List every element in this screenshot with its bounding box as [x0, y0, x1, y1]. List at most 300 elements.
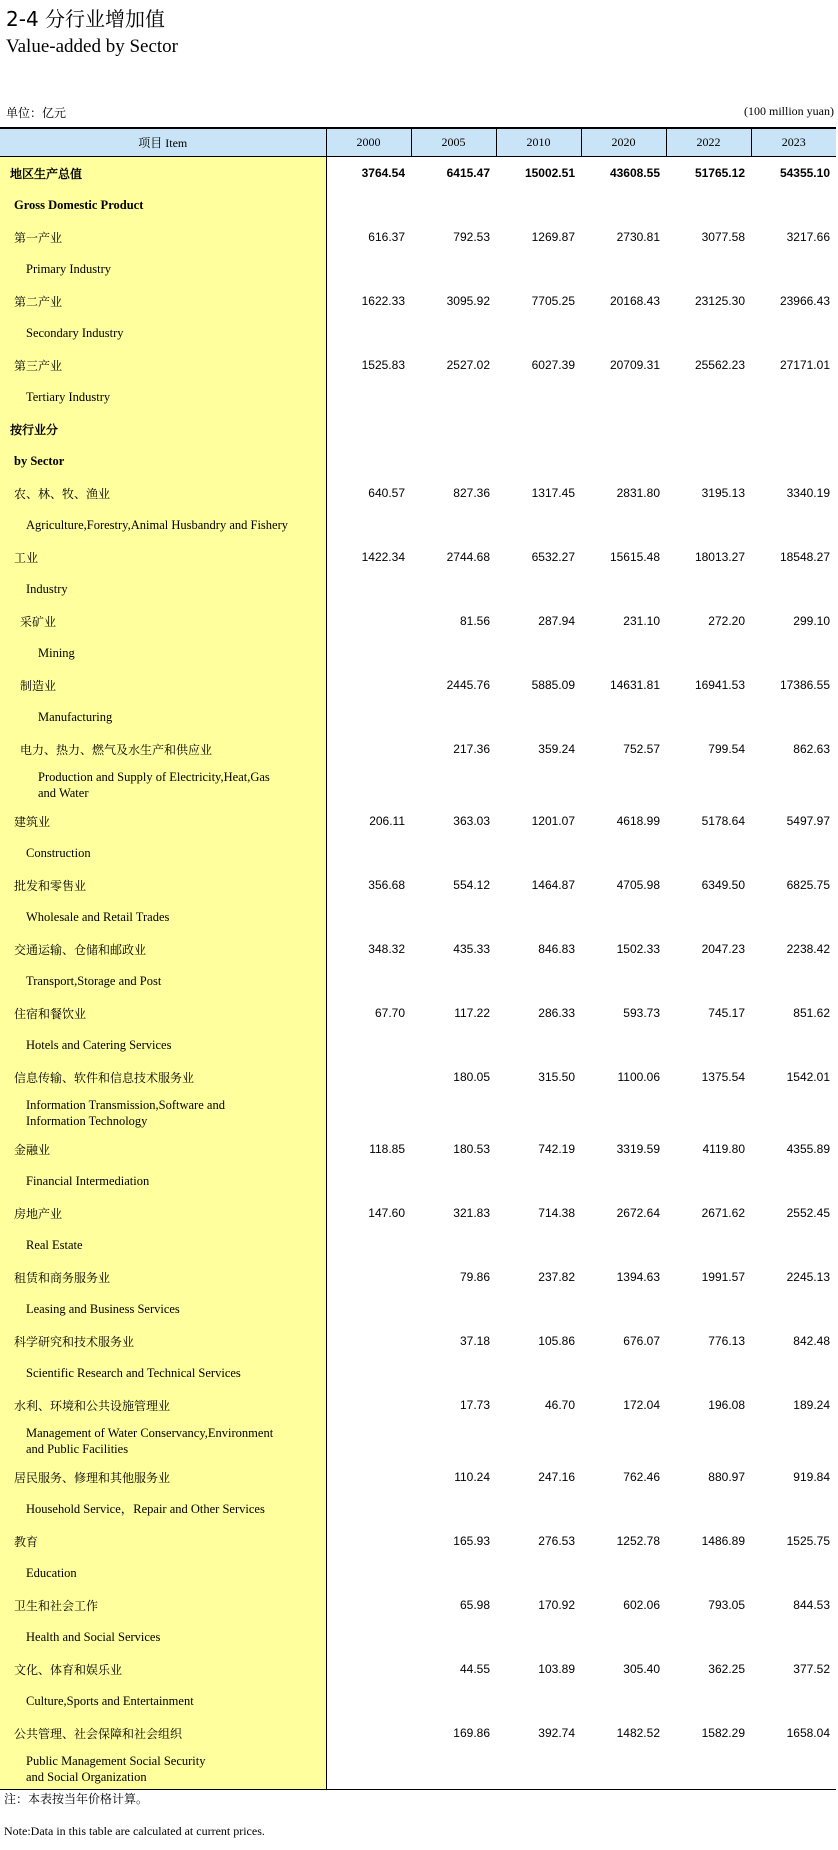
empty-cell	[581, 189, 666, 221]
value-cell: 1542.01	[786, 1070, 830, 1084]
table-row	[0, 733, 836, 765]
item-label-en: Scientific Research and Technical Services	[26, 1366, 241, 1380]
item-cell-cn	[0, 221, 326, 253]
item-label-en: Leasing and Business Services	[26, 1302, 180, 1316]
value-cell: 3077.58	[701, 230, 745, 244]
empty-cell	[496, 965, 581, 997]
item-cell-en	[0, 901, 326, 933]
empty-cell	[496, 1421, 581, 1461]
item-label-cn: 金融业	[14, 1142, 51, 1157]
item-cell-en	[0, 1493, 326, 1525]
value-cell: 5497.97	[786, 814, 830, 828]
value-cell: 196.08	[708, 1398, 745, 1412]
table-row	[0, 869, 836, 901]
item-cell-cn	[0, 1525, 326, 1557]
value-cell: 1422.34	[361, 550, 405, 564]
empty-cell	[496, 189, 581, 221]
empty-cell	[666, 765, 751, 805]
value-cell: 276.53	[538, 1534, 575, 1548]
table-row	[0, 669, 836, 701]
table-row	[0, 1589, 836, 1621]
value-cell: 3217.66	[786, 230, 830, 244]
value-cell: 51765.12	[694, 166, 745, 180]
empty-cell	[751, 1557, 836, 1589]
value-cell: 742.19	[538, 1142, 575, 1156]
value-cell	[326, 1461, 411, 1493]
empty-cell	[666, 1749, 751, 1790]
empty-cell	[326, 837, 411, 869]
value-cell: 17386.55	[779, 678, 830, 692]
item-label-cn: 批发和零售业	[14, 878, 87, 893]
value-cell	[326, 1261, 411, 1293]
value-cell: 6415.47	[446, 166, 490, 180]
table-row-en	[0, 253, 836, 285]
empty-cell	[751, 637, 836, 669]
item-cell-en	[0, 1093, 326, 1133]
empty-cell	[751, 1229, 836, 1261]
value-cell: 172.04	[623, 1398, 660, 1412]
empty-cell	[326, 1093, 411, 1133]
table-row-en	[0, 837, 836, 869]
item-label-cn: 制造业	[20, 678, 57, 693]
header-year: 2023	[751, 128, 836, 157]
value-cell: 25562.23	[694, 358, 745, 372]
value-cell: 27171.01	[779, 358, 830, 372]
empty-cell	[666, 317, 751, 349]
empty-cell	[326, 1357, 411, 1389]
value-cell: 2671.62	[701, 1206, 745, 1220]
value-cell: 54355.10	[779, 166, 830, 180]
empty-cell	[581, 637, 666, 669]
empty-cell	[411, 1093, 496, 1133]
empty-cell	[666, 189, 751, 221]
value-cell: 880.97	[708, 1470, 745, 1484]
value-cell: 2238.42	[786, 942, 830, 956]
empty-cell	[751, 1165, 836, 1197]
value-cell: 5885.09	[531, 678, 575, 692]
page-title-en: Value-added by Sector	[6, 36, 178, 57]
empty-cell	[581, 445, 666, 477]
value-cell: 231.10	[623, 614, 660, 628]
empty-cell	[666, 1093, 751, 1133]
value-cell: 1991.57	[701, 1270, 745, 1284]
empty-cell	[326, 1229, 411, 1261]
value-cell: 1375.54	[701, 1070, 745, 1084]
empty-cell	[666, 1685, 751, 1717]
value-cell: 392.74	[538, 1726, 575, 1740]
item-label-en: Hotels and Catering Services	[26, 1038, 172, 1052]
empty-cell	[496, 1621, 581, 1653]
item-cell-cn	[0, 413, 326, 445]
empty-cell	[666, 965, 751, 997]
table-row	[0, 285, 836, 317]
table-row	[0, 1717, 836, 1749]
item-label-cn: 文化、体育和娱乐业	[14, 1662, 123, 1677]
item-cell-cn	[0, 285, 326, 317]
empty-cell	[666, 445, 751, 477]
value-cell	[326, 733, 411, 765]
table-header-row	[0, 128, 836, 157]
empty-cell	[496, 637, 581, 669]
header-year: 2020	[581, 128, 666, 157]
empty-cell	[666, 1557, 751, 1589]
value-cell	[751, 413, 836, 445]
value-cell: 2047.23	[701, 942, 745, 956]
table-row	[0, 1325, 836, 1357]
item-label-en: Financial Intermediation	[26, 1174, 150, 1188]
table-row-en	[0, 1621, 836, 1653]
table-row	[0, 1197, 836, 1229]
value-cell: 1317.45	[531, 486, 575, 500]
empty-cell	[496, 765, 581, 805]
item-label-cn: 水利、环境和公共设施管理业	[14, 1398, 171, 1413]
value-cell: 5178.64	[701, 814, 745, 828]
value-cell: 272.20	[708, 614, 745, 628]
empty-cell	[326, 189, 411, 221]
table-row	[0, 157, 836, 190]
value-cell: 919.84	[793, 1470, 830, 1484]
empty-cell	[581, 965, 666, 997]
item-cell-cn	[0, 933, 326, 965]
item-cell-en	[0, 765, 326, 805]
value-cell: 1525.75	[786, 1534, 830, 1548]
value-cell: 362.25	[708, 1662, 745, 1676]
empty-cell	[326, 965, 411, 997]
empty-cell	[581, 1685, 666, 1717]
item-cell-en	[0, 189, 326, 221]
empty-cell	[496, 1557, 581, 1589]
empty-cell	[751, 1685, 836, 1717]
value-cell: 6027.39	[531, 358, 575, 372]
empty-cell	[751, 1421, 836, 1461]
empty-cell	[496, 1093, 581, 1133]
empty-cell	[326, 765, 411, 805]
item-label-cn: 地区生产总值	[10, 166, 83, 181]
empty-cell	[411, 1749, 496, 1790]
value-cell: 676.07	[623, 1334, 660, 1348]
empty-cell	[411, 1229, 496, 1261]
empty-cell	[326, 1029, 411, 1061]
value-cell: 299.10	[793, 614, 830, 628]
value-cell: 118.85	[369, 1142, 405, 1156]
item-cell-en	[0, 1749, 326, 1790]
item-label-en: Health and Social Services	[26, 1630, 161, 1644]
empty-cell	[496, 1029, 581, 1061]
table-row-en	[0, 445, 836, 477]
item-label-cn: 居民服务、修理和其他服务业	[14, 1470, 171, 1485]
item-cell-en	[0, 837, 326, 869]
value-added-table	[0, 127, 836, 1790]
value-cell: 4618.99	[616, 814, 660, 828]
empty-cell	[581, 1557, 666, 1589]
header-year: 2005	[411, 128, 496, 157]
empty-cell	[326, 1621, 411, 1653]
item-label-en: Public Management Social Security and Social Organization	[26, 1754, 206, 1784]
item-label-en: Construction	[26, 846, 91, 860]
empty-cell	[326, 1685, 411, 1717]
empty-cell	[581, 901, 666, 933]
empty-cell	[666, 1493, 751, 1525]
empty-cell	[751, 701, 836, 733]
empty-cell	[581, 1093, 666, 1133]
value-cell: 640.57	[368, 486, 405, 500]
empty-cell	[751, 253, 836, 285]
value-cell: 2744.68	[446, 550, 490, 564]
empty-cell	[751, 1749, 836, 1790]
item-label-cn: 工业	[14, 550, 39, 565]
item-label-cn: 第二产业	[14, 294, 63, 309]
empty-cell	[751, 1093, 836, 1133]
item-cell-cn	[0, 477, 326, 509]
table-row	[0, 221, 836, 253]
table-row-en	[0, 965, 836, 997]
value-cell: 105.86	[538, 1334, 575, 1348]
empty-cell	[411, 1029, 496, 1061]
item-label-cn: 采矿业	[20, 614, 57, 629]
item-label-cn: 住宿和餐饮业	[14, 1006, 87, 1021]
item-label-cn: 电力、热力、燃气及水生产和供应业	[20, 742, 213, 757]
value-cell: 286.33	[538, 1006, 575, 1020]
value-cell: 17.73	[459, 1398, 490, 1412]
empty-cell	[666, 1421, 751, 1461]
empty-cell	[411, 1421, 496, 1461]
value-cell	[666, 413, 751, 445]
value-cell	[326, 669, 411, 701]
unit-label-en: (100 million yuan)	[744, 104, 834, 118]
empty-cell	[751, 381, 836, 413]
empty-cell	[581, 1493, 666, 1525]
value-cell	[326, 605, 411, 637]
empty-cell	[751, 1293, 836, 1325]
value-cell	[326, 1325, 411, 1357]
value-cell: 776.13	[708, 1334, 745, 1348]
empty-cell	[581, 837, 666, 869]
item-label-en: Real Estate	[26, 1238, 83, 1252]
empty-cell	[326, 1557, 411, 1589]
value-cell: 165.93	[453, 1534, 490, 1548]
empty-cell	[751, 837, 836, 869]
empty-cell	[581, 1421, 666, 1461]
item-cell-cn	[0, 805, 326, 837]
table-row	[0, 605, 836, 637]
value-cell: 1100.06	[617, 1070, 660, 1084]
item-cell-en	[0, 445, 326, 477]
empty-cell	[411, 1293, 496, 1325]
item-label-cn: 房地产业	[14, 1206, 63, 1221]
item-cell-cn	[0, 1717, 326, 1749]
empty-cell	[496, 1685, 581, 1717]
item-cell-cn	[0, 1197, 326, 1229]
value-cell	[326, 1525, 411, 1557]
value-cell: 18013.27	[694, 550, 745, 564]
value-cell: 602.06	[623, 1598, 660, 1612]
value-added-table-container	[0, 127, 836, 1790]
value-cell: 37.18	[459, 1334, 490, 1348]
value-cell: 7705.25	[531, 294, 575, 308]
item-label-cn: 第三产业	[14, 358, 63, 373]
empty-cell	[581, 765, 666, 805]
value-cell: 2552.45	[786, 1206, 830, 1220]
value-cell: 237.82	[538, 1270, 575, 1284]
item-label-en: by Sector	[14, 454, 65, 468]
empty-cell	[411, 253, 496, 285]
empty-cell	[581, 1229, 666, 1261]
value-cell: 3095.92	[446, 294, 490, 308]
empty-cell	[581, 1621, 666, 1653]
table-row	[0, 933, 836, 965]
table-row-en	[0, 1293, 836, 1325]
item-label-en: Mining	[38, 646, 75, 660]
item-label-cn: 租赁和商务服务业	[14, 1270, 111, 1285]
empty-cell	[496, 381, 581, 413]
table-row-en	[0, 317, 836, 349]
value-cell: 147.60	[368, 1206, 405, 1220]
empty-cell	[411, 1165, 496, 1197]
item-label-en: Wholesale and Retail Trades	[26, 910, 170, 924]
empty-cell	[326, 1421, 411, 1461]
empty-cell	[666, 1621, 751, 1653]
empty-cell	[751, 1357, 836, 1389]
item-label-en: Information Transmission,Software and Information Technology	[26, 1098, 225, 1128]
value-cell: 170.92	[538, 1598, 575, 1612]
item-label-en: Household Service，Repair and Other Services	[26, 1502, 265, 1516]
item-cell-en	[0, 1229, 326, 1261]
table-row-en	[0, 1493, 836, 1525]
empty-cell	[411, 509, 496, 541]
empty-cell	[496, 317, 581, 349]
value-cell: 20709.31	[609, 358, 660, 372]
item-cell-cn	[0, 1325, 326, 1357]
empty-cell	[326, 901, 411, 933]
empty-cell	[666, 1357, 751, 1389]
value-cell: 3764.54	[361, 166, 405, 180]
value-cell: 3195.13	[701, 486, 745, 500]
value-cell: 2672.64	[616, 1206, 660, 1220]
table-row	[0, 1261, 836, 1293]
empty-cell	[751, 765, 836, 805]
value-cell: 44.55	[459, 1662, 490, 1676]
table-row-en	[0, 189, 836, 221]
item-label-en: Management of Water Conservancy,Environment and Public Facilities	[26, 1426, 274, 1456]
item-label-en: Gross Domestic Product	[14, 198, 144, 212]
table-row-en	[0, 701, 836, 733]
value-cell: 1622.33	[361, 294, 405, 308]
item-label-en: Secondary Industry	[26, 326, 124, 340]
value-cell: 15002.51	[524, 166, 575, 180]
empty-cell	[496, 445, 581, 477]
item-cell-cn	[0, 1461, 326, 1493]
empty-cell	[326, 253, 411, 285]
value-cell: 862.63	[793, 742, 830, 756]
value-cell: 4705.98	[616, 878, 660, 892]
item-cell-en	[0, 637, 326, 669]
empty-cell	[666, 253, 751, 285]
value-cell	[326, 413, 411, 445]
item-cell-cn	[0, 1589, 326, 1621]
empty-cell	[496, 509, 581, 541]
value-cell: 217.36	[453, 742, 490, 756]
table-row	[0, 413, 836, 445]
empty-cell	[411, 445, 496, 477]
empty-cell	[326, 509, 411, 541]
value-cell: 110.24	[454, 1470, 490, 1484]
empty-cell	[581, 381, 666, 413]
value-cell: 1482.52	[616, 1726, 660, 1740]
empty-cell	[411, 1621, 496, 1653]
empty-cell	[411, 1493, 496, 1525]
value-cell: 2831.80	[616, 486, 660, 500]
value-cell: 79.86	[459, 1270, 490, 1284]
item-cell-cn	[0, 1261, 326, 1293]
empty-cell	[411, 965, 496, 997]
empty-cell	[326, 701, 411, 733]
value-cell: 3340.19	[786, 486, 830, 500]
table-row	[0, 1461, 836, 1493]
item-cell-en	[0, 1621, 326, 1653]
item-cell-en	[0, 1029, 326, 1061]
value-cell: 247.16	[538, 1470, 575, 1484]
empty-cell	[411, 637, 496, 669]
value-cell: 593.73	[623, 1006, 660, 1020]
empty-cell	[581, 573, 666, 605]
item-cell-cn	[0, 1389, 326, 1421]
table-row-en	[0, 509, 836, 541]
value-cell: 189.24	[793, 1398, 830, 1412]
value-cell: 792.53	[453, 230, 490, 244]
empty-cell	[326, 317, 411, 349]
table-body	[0, 157, 836, 1790]
value-cell: 206.11	[369, 814, 405, 828]
table-row-en	[0, 1557, 836, 1589]
item-label-en: Primary Industry	[26, 262, 112, 276]
value-cell: 180.05	[453, 1070, 490, 1084]
empty-cell	[496, 1229, 581, 1261]
note-en: Note:Data in this table are calculated at current prices.	[4, 1824, 265, 1838]
value-cell: 851.62	[793, 1006, 830, 1020]
table-row	[0, 477, 836, 509]
value-cell: 16941.53	[694, 678, 745, 692]
value-cell: 2730.81	[616, 230, 660, 244]
item-cell-cn	[0, 1653, 326, 1685]
empty-cell	[411, 765, 496, 805]
item-label-cn: 公共管理、社会保障和社会组织	[14, 1726, 183, 1741]
value-cell: 305.40	[623, 1662, 660, 1676]
item-label-cn: 教育	[14, 1534, 39, 1549]
item-label-en: Tertiary Industry	[26, 390, 111, 404]
value-cell: 18548.27	[779, 550, 830, 564]
empty-cell	[581, 1029, 666, 1061]
empty-cell	[326, 445, 411, 477]
empty-cell	[496, 1493, 581, 1525]
empty-cell	[751, 317, 836, 349]
item-label-en: Education	[26, 1566, 77, 1580]
value-cell: 2445.76	[446, 678, 490, 692]
empty-cell	[326, 1493, 411, 1525]
value-cell: 6349.50	[701, 878, 745, 892]
empty-cell	[581, 1749, 666, 1790]
value-cell: 1486.89	[701, 1534, 745, 1548]
empty-cell	[496, 837, 581, 869]
empty-cell	[326, 637, 411, 669]
empty-cell	[581, 701, 666, 733]
header-item: 项目 Item	[0, 128, 326, 157]
item-cell-en	[0, 1557, 326, 1589]
item-cell-cn	[0, 733, 326, 765]
item-label-cn: 信息传输、软件和信息技术服务业	[14, 1070, 195, 1085]
empty-cell	[496, 1749, 581, 1790]
value-cell: 103.89	[538, 1662, 575, 1676]
item-cell-en	[0, 1421, 326, 1461]
